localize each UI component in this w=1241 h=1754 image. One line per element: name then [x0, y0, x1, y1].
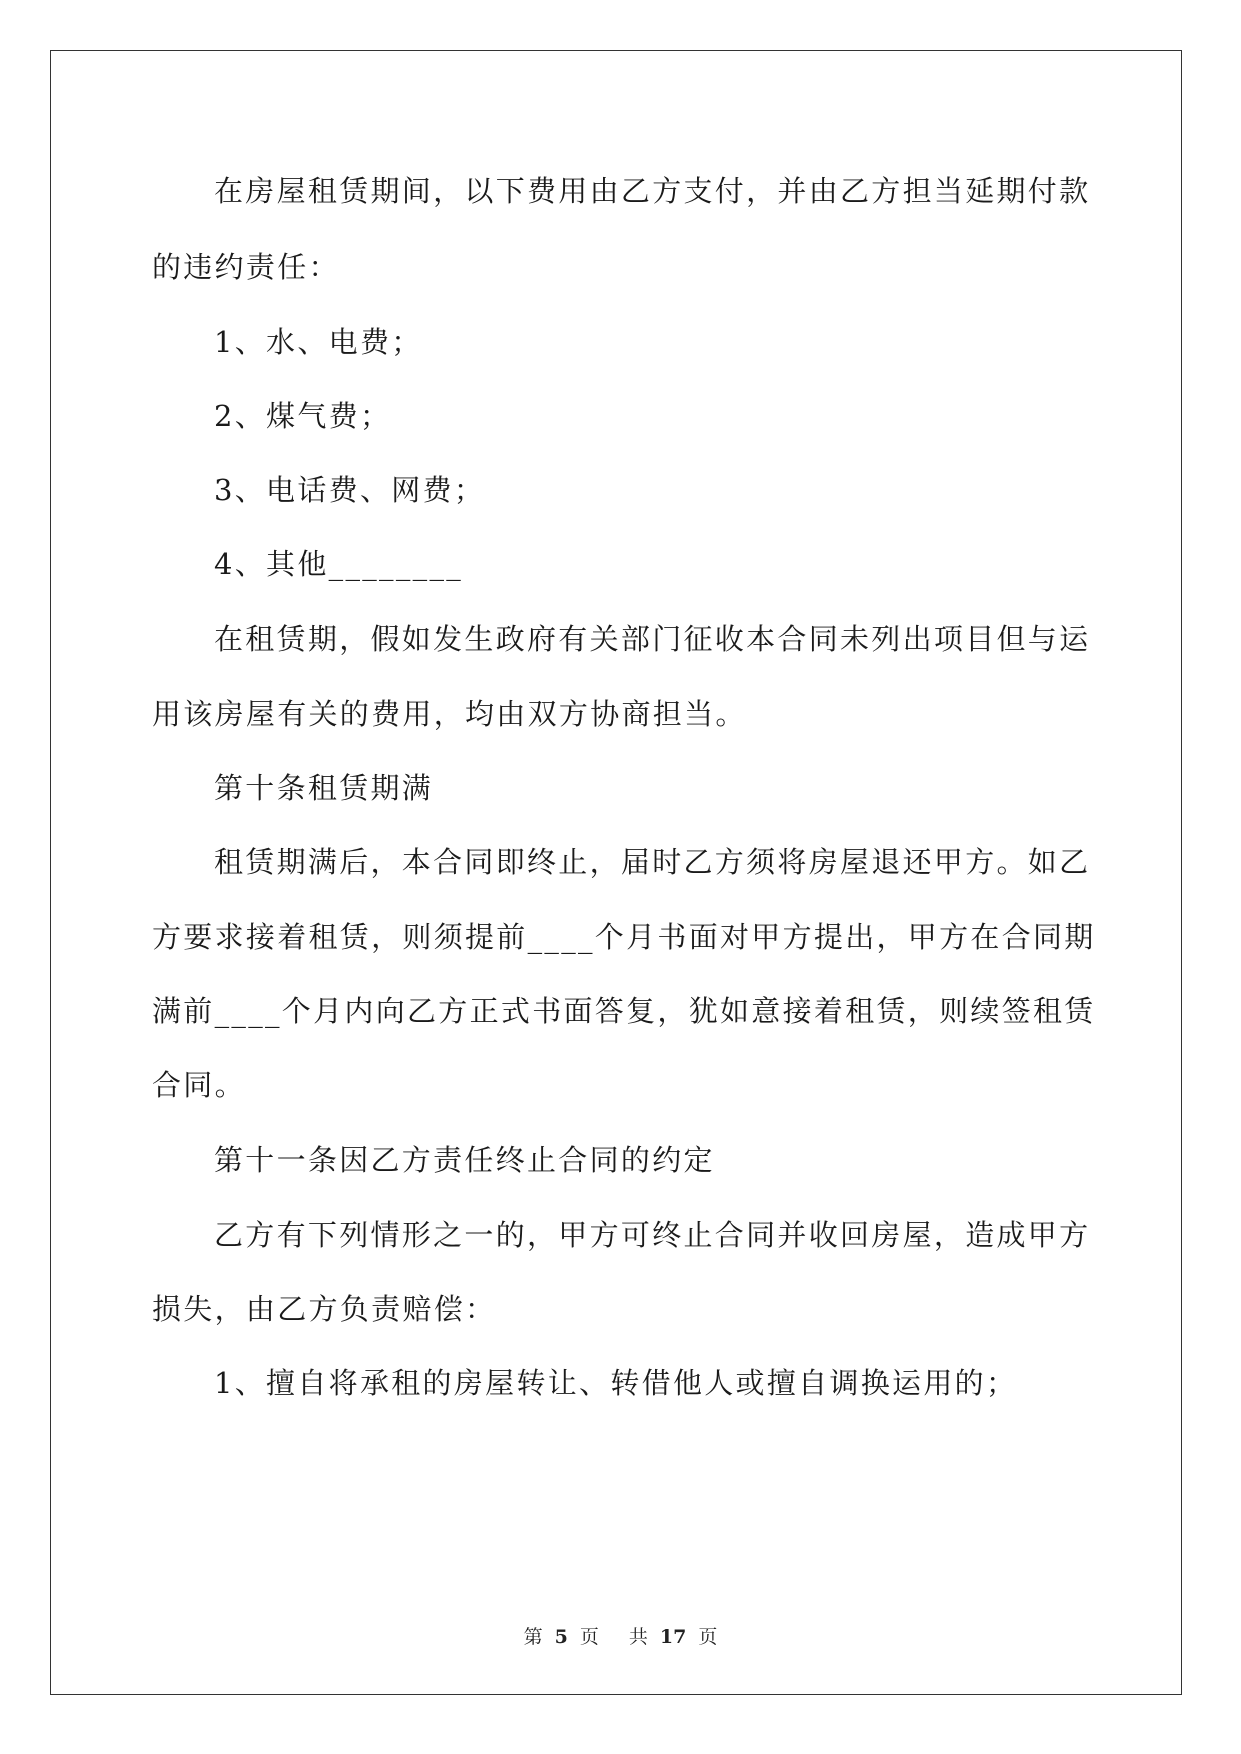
- list-item: 2、煤气费；: [214, 399, 392, 433]
- paragraph-line: 在租赁期，假如发生政府有关部门征收本合同未列出项目但与运: [214, 622, 1091, 656]
- total-indicator: [623, 1626, 723, 1648]
- paragraph-line: 用该房屋有关的费用，均由双方协商担当。: [152, 697, 747, 731]
- total-prefix: 共: [628, 1626, 648, 1648]
- paragraph-line: 损失，由乙方负责赔偿：: [152, 1292, 497, 1326]
- paragraph-line: 合同。: [152, 1068, 246, 1102]
- page-indicator: [518, 1626, 605, 1648]
- paragraph-line: 租赁期满后，本合同即终止，届时乙方须将房屋退还甲方。如乙: [214, 845, 1091, 879]
- page-suffix: 页: [579, 1626, 599, 1648]
- paragraph-line: 的违约责任：: [152, 250, 340, 284]
- total-suffix: 页: [698, 1626, 718, 1648]
- paragraph-line: 乙方有下列情形之一的，甲方可终止合同并收回房屋，造成甲方: [214, 1218, 1091, 1252]
- article-heading: 第十条租赁期满: [214, 771, 434, 805]
- paragraph-line: 方要求接着租赁，则须提前____个月书面对甲方提出，甲方在合同期: [152, 920, 1096, 954]
- list-item: 3、电话费、网费；: [214, 473, 486, 507]
- paragraph-line: 在房屋租赁期间，以下费用由乙方支付，并由乙方担当延期付款: [214, 174, 1091, 208]
- list-item: 1、擅自将承租的房屋转让、转借他人或擅自调换运用的；: [214, 1366, 1018, 1400]
- list-item: 4、其他________: [214, 547, 464, 581]
- list-item: 1、水、电费；: [214, 325, 423, 359]
- page-number: 5: [554, 1626, 568, 1648]
- page-prefix: 第: [523, 1626, 543, 1648]
- paragraph-line: 满前____个月内向乙方正式书面答复，犹如意接着租赁，则续签租赁: [152, 994, 1096, 1028]
- total-pages: 17: [659, 1626, 687, 1648]
- page-footer: [0, 1622, 1241, 1649]
- article-heading: 第十一条因乙方责任终止合同的约定: [214, 1143, 715, 1177]
